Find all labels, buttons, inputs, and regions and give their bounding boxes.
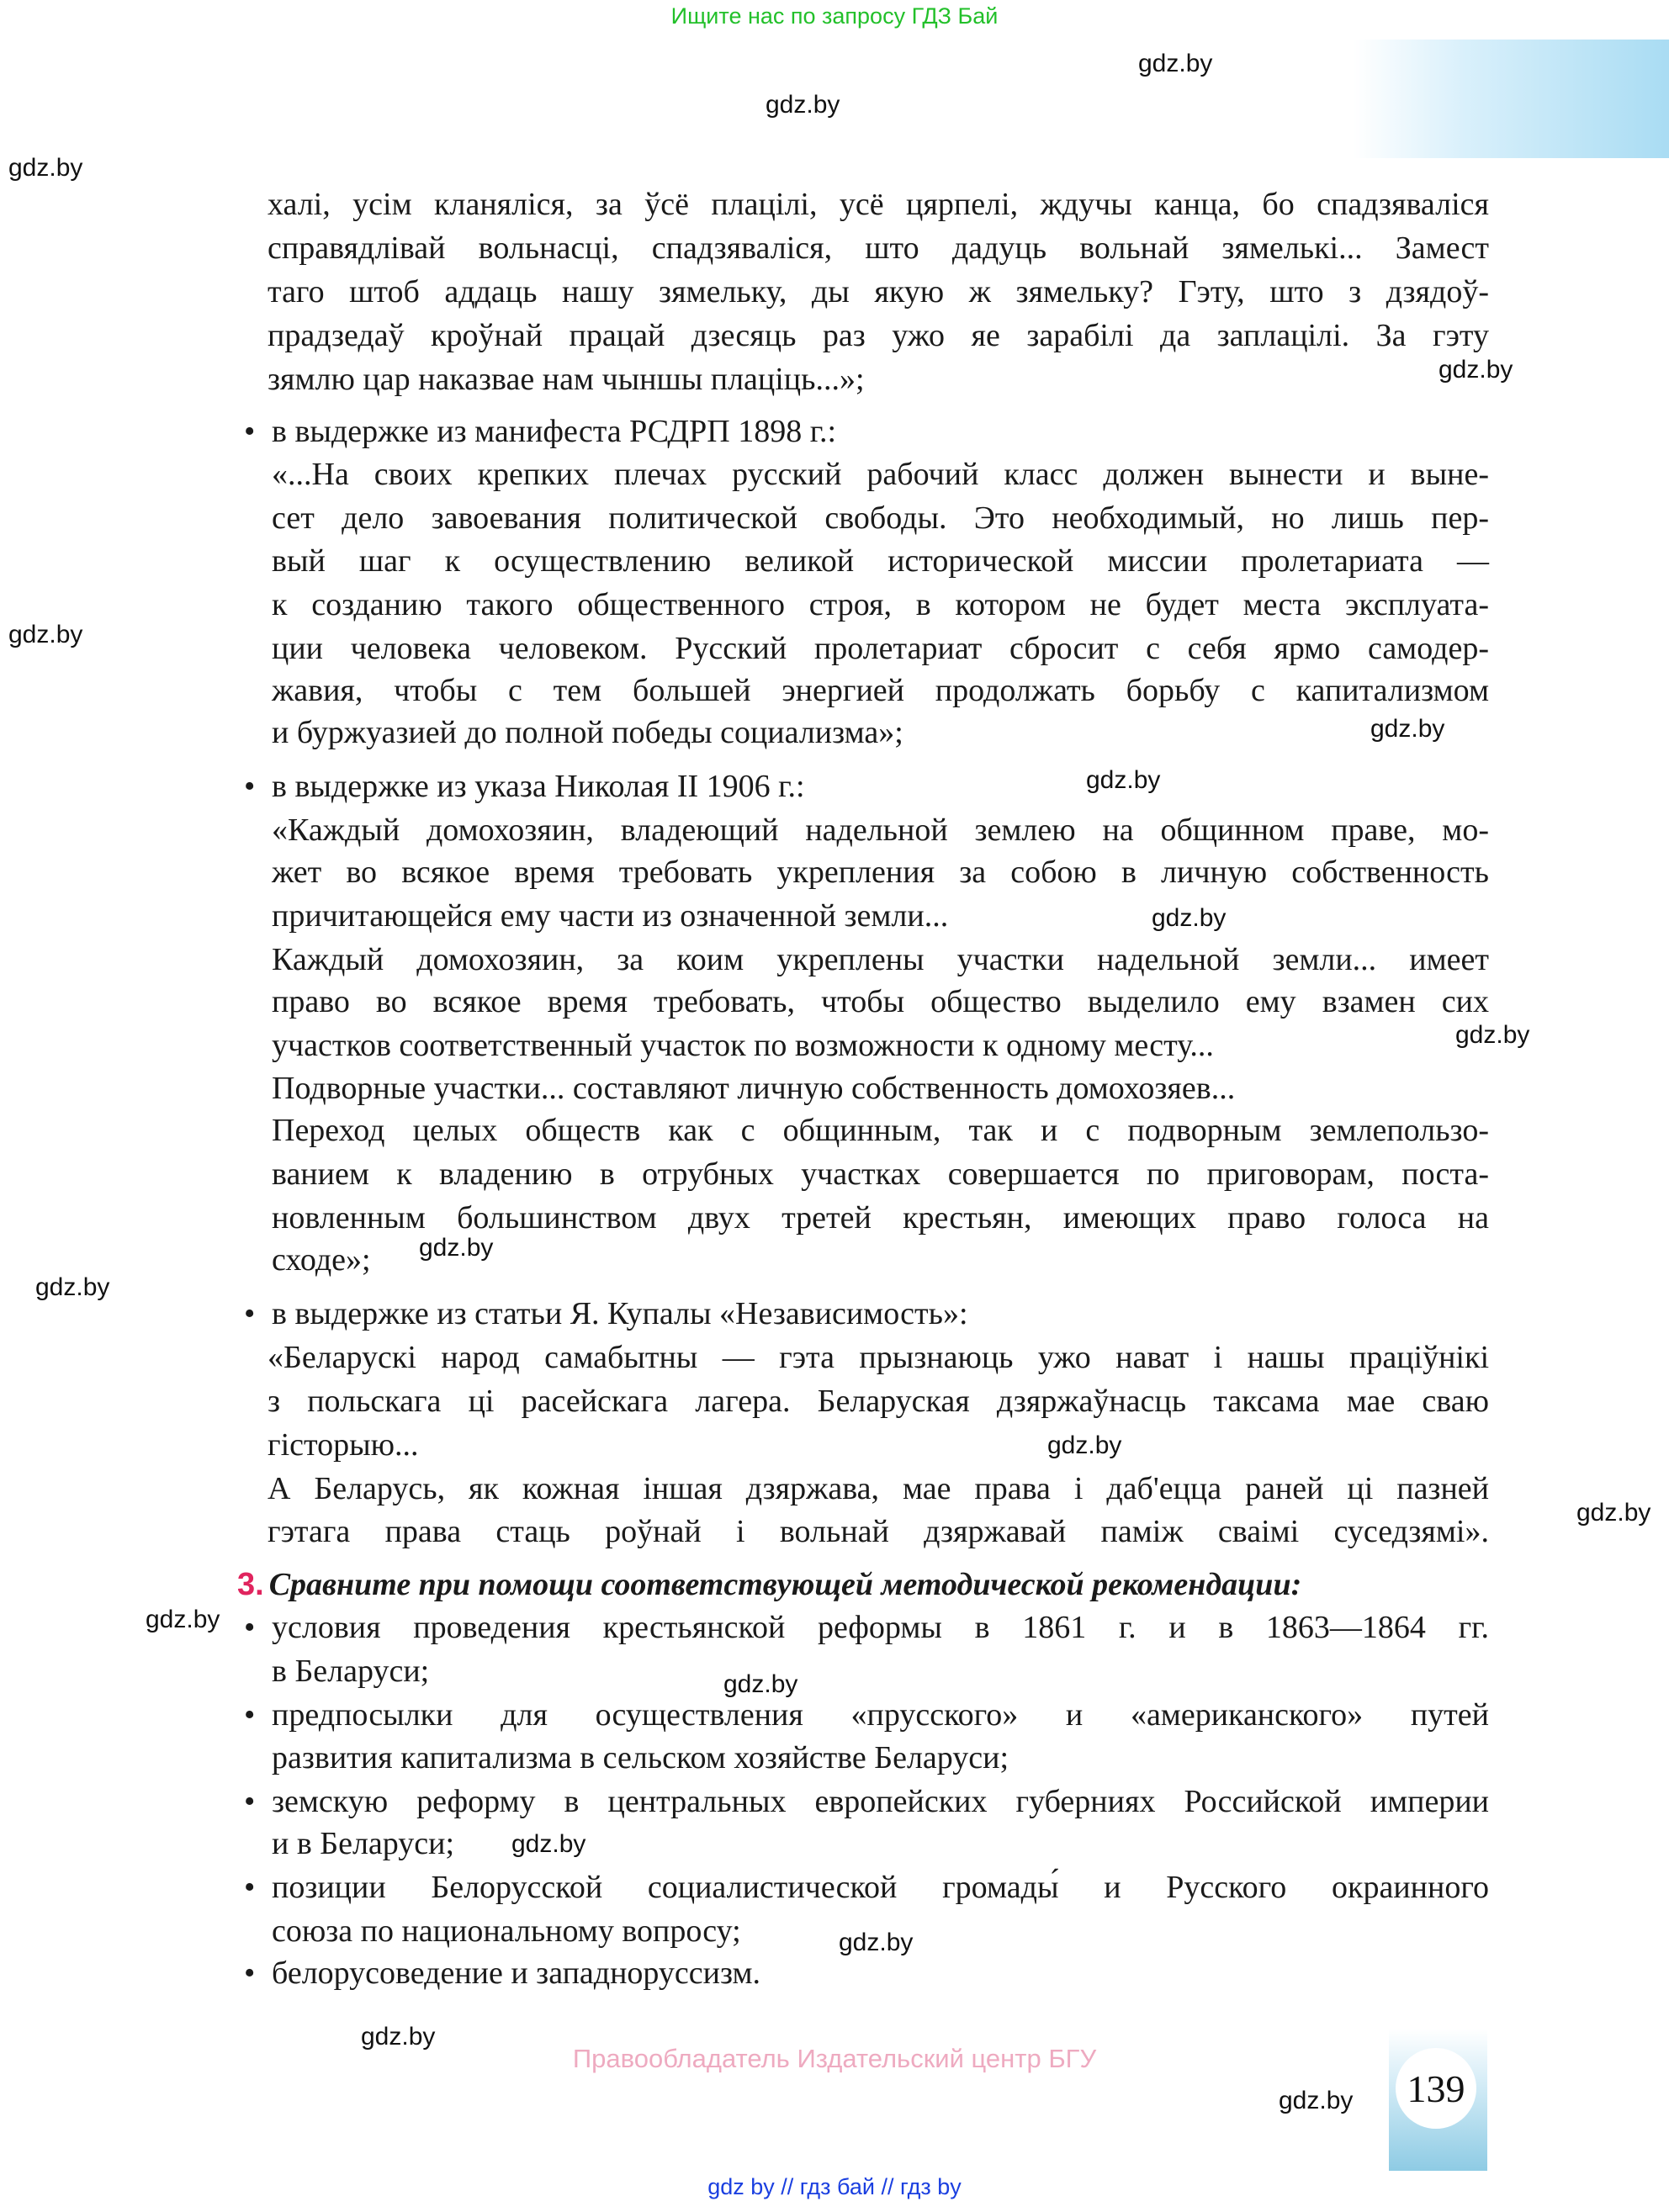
text-line: Подворные участки... составляют личную собственность домохозяев...	[272, 1071, 1236, 1106]
watermark-gdz: gdz.by	[1152, 904, 1227, 932]
task-item-line: позиции Белорусской социалистической громады́ и Русского окраинного	[272, 1870, 1489, 1905]
text-line: «Каждый домохозяин, владеющий надельной землею на общинном праве, мо-	[272, 812, 1489, 848]
watermark-gdz: gdz.by	[1370, 715, 1445, 743]
task-title: Сравните при помощи соответствующей методической рекомендации:	[268, 1567, 1302, 1602]
text-line: участков соответственный участок по возможности к одному месту...	[272, 1028, 1214, 1063]
text-line: причитающейся ему части из означенной земли...	[272, 898, 949, 934]
text-line: гэтага права стаць роўнай і вольнай дзяржавай паміж сваімі суседзямі».	[268, 1514, 1489, 1549]
watermark-gdz: gdz.by	[8, 154, 83, 182]
bullet-icon: •	[244, 1955, 256, 1991]
text-line: «...На своих крепких плечах русский рабочий класс должен вынести и выне-	[272, 457, 1489, 492]
text-line: сет дело завоевания политической свободы. Это необходимый, но лишь пер-	[272, 500, 1489, 536]
watermark-gdz: gdz.by	[723, 1670, 798, 1698]
watermark-gdz: gdz.by	[8, 621, 83, 648]
watermark-gdz: gdz.by	[511, 1830, 586, 1858]
text-line: халі, усім кланяліся, за ўсё плацілі, усё цярпелі, ждучы канца, бо спадзяваліся	[268, 187, 1489, 222]
promo-banner: Ищите нас по запросу ГДЗ Бай	[670, 3, 999, 29]
text-line: в выдержке из статьи Я. Купалы «Независимость»:	[272, 1296, 968, 1331]
watermark-gdz: gdz.by	[1576, 1499, 1651, 1527]
copyright-footer: Правообладатель Издательский центр БГУ	[572, 2044, 1097, 2073]
watermark-gdz: gdz.by	[1138, 50, 1213, 77]
task-item-line: условия проведения крестьянской реформы в 1861 г. и в 1863—1864 гг.	[272, 1610, 1489, 1645]
text-line: таго штоб аддаць нашу зямельку, ды якую ж зямельку? Гэту, што з дзядоў-	[268, 274, 1489, 310]
text-line: А Беларусь, як кожная іншая дзяржава, мае права і даб'ецца раней ці пазней	[268, 1471, 1489, 1506]
bullet-icon: •	[244, 1697, 256, 1733]
text-line: справядлівай вольнасці, спадзяваліся, што дадуць вольнай зямелькі... Замест	[268, 230, 1489, 266]
task-item-line: союза по национальному вопросу;	[272, 1913, 741, 1949]
bottom-links[interactable]: gdz by // гдз бай // гдз by	[707, 2174, 962, 2199]
watermark-gdz: gdz.by	[35, 1273, 110, 1301]
page-number-tab	[1389, 2029, 1487, 2171]
bullet-icon: •	[244, 1870, 256, 1905]
task-item-line: и в Беларуси;	[272, 1826, 455, 1861]
text-line: «Беларускі народ самабытны — гэта прызнаюць ужо нават і нашы праціўнікі	[268, 1340, 1489, 1375]
text-line: вый шаг к осуществлению великой исторической миссии пролетариата —	[272, 543, 1489, 579]
watermark-gdz: gdz.by	[1086, 766, 1161, 794]
watermark-gdz: gdz.by	[766, 91, 840, 119]
watermark-gdz: gdz.by	[1047, 1431, 1122, 1459]
task-number: 3.	[237, 1567, 264, 1602]
bullet-icon: •	[244, 414, 256, 449]
text-line: зямлю цар наказвае нам чыншы плаціць...»;	[268, 362, 865, 397]
bullet-icon: •	[244, 1784, 256, 1819]
task-heading	[237, 1564, 1301, 1606]
text-line: з польскага ці расейскага лагера. Беларуская дзяржаўнасць таксама мае сваю	[268, 1384, 1489, 1419]
watermark-gdz: gdz.by	[361, 2023, 436, 2051]
text-line: к созданию такого общественного строя, в котором не будет места эксплуата-	[272, 587, 1489, 622]
task-item-line: развития капитализма в сельском хозяйстве Беларуси;	[272, 1740, 1009, 1775]
text-line: жет во всякое время требовать укрепления за собою в личную собственность	[272, 855, 1489, 890]
text-line: жавия, чтобы с тем большей энергией продолжать борьбу с капитализмом	[272, 673, 1489, 708]
task-item-line: земскую реформу в центральных европейских губерниях Российской империи	[272, 1784, 1489, 1819]
watermark-gdz: gdz.by	[146, 1606, 220, 1633]
bullet-icon: •	[244, 769, 256, 804]
task-item-line: белорусоведение и западнорусcизм.	[272, 1955, 761, 1991]
bullet-icon: •	[244, 1610, 256, 1645]
text-line: в выдержке из указа Николая II 1906 г.:	[272, 769, 805, 804]
watermark-gdz: gdz.by	[1455, 1021, 1530, 1049]
text-line: сходе»;	[272, 1242, 371, 1278]
text-line: ции человека человеком. Русский пролетариат сбросит с себя ярмо самодер-	[272, 631, 1489, 666]
bullet-icon: •	[244, 1296, 256, 1331]
text-line: в выдержке из манифеста РСДРП 1898 г.:	[272, 414, 837, 449]
text-line: прадзедаў кроўнай працай дзесяць раз ужо яе зарабілі да заплацілі. За гэту	[268, 318, 1489, 353]
watermark-gdz: gdz.by	[1279, 2087, 1354, 2114]
text-line: гісторыю...	[268, 1427, 419, 1463]
text-line: ванием к владению в отрубных участках совершается по приговорам, поста-	[272, 1156, 1489, 1192]
watermark-gdz: gdz.by	[419, 1234, 494, 1262]
text-line: право во всякое время требовать, чтобы общество выделило ему взамен сих	[272, 984, 1489, 1019]
text-line: Каждый домохозяин, за коим укреплены участки надельной земли... имеет	[272, 942, 1489, 977]
text-line: новленным большинством двух третей крестьян, имеющих право голоса на	[272, 1200, 1489, 1236]
text-line: и буржуазией до полной победы социализма»;	[272, 715, 903, 750]
watermark-gdz: gdz.by	[1439, 356, 1513, 384]
page-number: 139	[1396, 2048, 1476, 2129]
text-line: Переход целых обществ как с общинным, так и с подворным землепользо-	[272, 1113, 1489, 1148]
task-item-line: в Беларуси;	[272, 1654, 430, 1689]
corner-decoration	[1354, 40, 1669, 158]
task-item-line: предпосылки для осуществления «прусского» и «американского» путей	[272, 1697, 1489, 1733]
watermark-gdz: gdz.by	[839, 1929, 914, 1956]
